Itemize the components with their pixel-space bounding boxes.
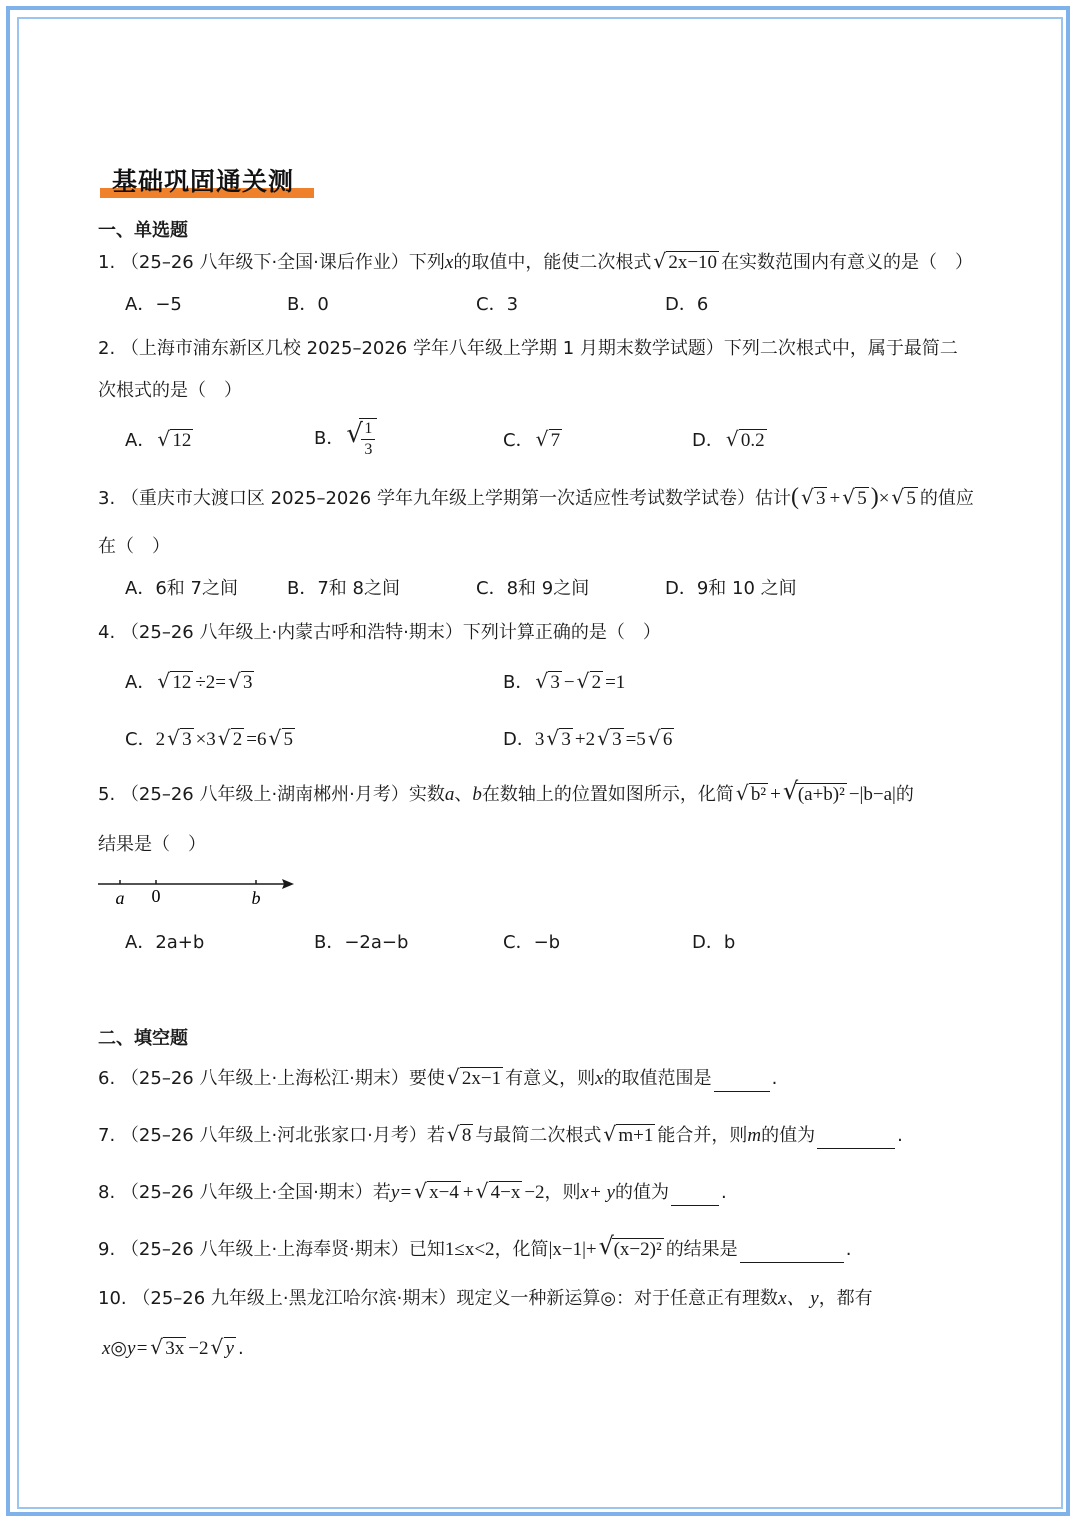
question-text: （25–26 八年级上·内蒙古呼和浩特·期末）下列计算正确的是（ ） xyxy=(120,622,661,643)
q5-option-d[interactable]: D．b xyxy=(692,932,736,953)
question-5-line2: 结果是（ ） xyxy=(98,834,206,855)
question-number: 9. xyxy=(98,1239,116,1260)
q3-option-c[interactable]: C．8和 9之间 xyxy=(476,578,590,599)
question-number: 7. xyxy=(98,1125,116,1146)
question-text: 的取值中，能使二次根式 xyxy=(453,252,652,273)
question-number: 8. xyxy=(98,1182,116,1203)
question-text: （上海市浦东新区几校 2025–2026 学年八年级上学期 1 月期末数学试题）下列二次根式中，属于最简二 xyxy=(120,338,958,359)
answer-blank[interactable] xyxy=(714,1071,770,1092)
banner-title: 基础巩固通关测 xyxy=(112,167,295,196)
question-number: 2. xyxy=(98,338,116,359)
question-1 xyxy=(98,250,973,276)
number-line xyxy=(98,872,298,912)
question-text: 在实数范围内有意义的是（ ） xyxy=(721,252,974,273)
answer-blank[interactable] xyxy=(817,1128,895,1149)
q2-option-c[interactable]: C． √ 7 xyxy=(503,427,561,451)
axis-label-zero: 0 xyxy=(151,886,161,906)
q4-option-a[interactable]: A． √ 12 ÷2= √ 3 xyxy=(125,669,253,693)
q5-option-c[interactable]: C．−b xyxy=(503,932,561,953)
sqrt-expression: √ 2x−10 xyxy=(653,249,718,273)
q2-option-a[interactable]: A． √ 12 xyxy=(125,427,192,451)
question-number: 1. xyxy=(98,252,116,273)
question-number: 4. xyxy=(98,622,116,643)
q2-option-b[interactable]: B． √ $\frac{1}{3}$ xyxy=(314,418,379,460)
question-2-line2: 次根式的是（ ） xyxy=(98,380,242,401)
section-banner xyxy=(98,158,314,198)
question-3: 3. （重庆市大渡口区 2025–2026 学年九年级上学期第一次适应性考试数学试卷）估计( √ 3 + √ 5 )× √ 5 的值应 xyxy=(98,484,974,510)
question-number: 3. xyxy=(98,488,116,509)
axis-label-a: a xyxy=(115,888,125,908)
q3-option-a[interactable]: A．6和 7之间 xyxy=(125,578,238,599)
question-5: 5. （25–26 八年级上·湖南郴州·月考）实数a、b在数轴上的位置如图所示，化简 √ b² + √ (a+b)² −|b−a|的 xyxy=(98,777,914,805)
answer-blank[interactable] xyxy=(671,1185,719,1206)
q5-option-a[interactable]: A．2a+b xyxy=(125,932,205,953)
q4-option-b[interactable]: B． √ 3 − √ 2 =1 xyxy=(503,669,626,693)
question-number: 5. xyxy=(98,784,116,805)
q3-option-d[interactable]: D．9和 10 之间 xyxy=(665,578,797,599)
q4-option-d[interactable]: D．3 √ 3 +2 √ 3 =5 √ 6 xyxy=(503,726,673,750)
question-3-line2: 在（ ） xyxy=(98,536,170,557)
q1-option-a[interactable]: A．−5 xyxy=(125,294,182,315)
question-7: 7. （25–26 八年级上·河北张家口·月考）若 √ 8 与最简二次根式 √ m+1 能合并，则m的值为 . xyxy=(98,1123,903,1149)
q1-option-d[interactable]: D．6 xyxy=(665,294,709,315)
question-6: 6. （25–26 八年级上·上海松江·期末）要使 √ 2x−1 有意义，则x的取值范围是 . xyxy=(98,1066,777,1092)
q5-option-b[interactable]: B．−2a−b xyxy=(314,932,409,953)
question-number: 10. xyxy=(98,1288,127,1309)
axis-label-b: b xyxy=(251,888,261,908)
question-text: （重庆市大渡口区 2025–2026 学年九年级上学期第一次适应性考试数学试卷）估计 xyxy=(120,488,791,509)
q2-option-d[interactable]: D． √ 0.2 xyxy=(692,427,765,451)
section-heading-single-choice: 一、单选题 xyxy=(98,220,188,241)
question-9: 9. （25–26 八年级上·上海奉贤·期末）已知1≤x<2，化简|x−1|+ √ (x−2)² 的结果是 . xyxy=(98,1237,851,1263)
q4-option-c[interactable]: C．2 √ 3 ×3 √ 2 =6 √ 5 xyxy=(125,726,294,750)
question-10: 10. （25–26 九年级上·黑龙江哈尔滨·期末）现定义一种新运算◎：对于任意正有理数x、 y，都有 xyxy=(98,1288,873,1309)
question-10-line2: x◎y= √ 3x −2 √ y . xyxy=(102,1335,244,1359)
q1-option-b[interactable]: B．0 xyxy=(287,294,329,315)
q1-option-c[interactable]: C．3 xyxy=(476,294,519,315)
question-8: 8. （25–26 八年级上·全国·期末）若y= √ x−4 + √ 4−x −2，则x+ y的值为 . xyxy=(98,1180,727,1206)
question-number: 6. xyxy=(98,1068,116,1089)
question-2 xyxy=(98,336,958,362)
q3-option-b[interactable]: B．7和 8之间 xyxy=(287,578,400,599)
answer-blank[interactable] xyxy=(740,1242,844,1263)
variable: x xyxy=(444,252,454,273)
section-heading-fill-blank: 二、填空题 xyxy=(98,1028,188,1049)
question-text: （25–26 八年级下·全国·课后作业）下列 xyxy=(120,252,445,273)
question-4 xyxy=(98,620,661,646)
